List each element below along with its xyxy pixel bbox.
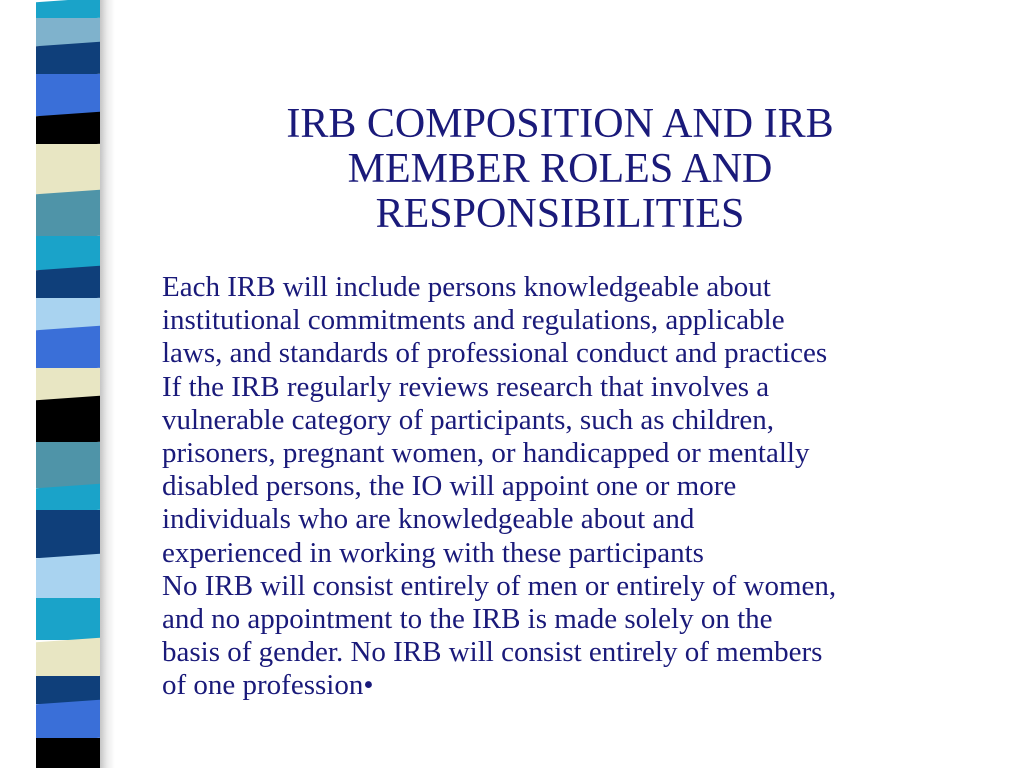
body-line: Each IRB will include persons knowledgeable about bbox=[162, 271, 771, 303]
stripe-band bbox=[36, 700, 100, 742]
body-line: disabled persons, the IO will appoint one or more bbox=[162, 470, 737, 503]
slide-title-line: MEMBER ROLES AND bbox=[347, 146, 773, 192]
body-line: of one profession• bbox=[162, 669, 374, 702]
stripe-band bbox=[36, 236, 100, 270]
decorative-stripe-shadow bbox=[99, 0, 115, 768]
body-line: institutional commitments and regulations, applicable bbox=[162, 304, 785, 337]
stripe-band bbox=[36, 738, 100, 768]
stripe-band bbox=[36, 326, 100, 372]
stripe-band bbox=[36, 266, 100, 302]
stripe-band bbox=[36, 112, 100, 148]
stripe-band bbox=[36, 74, 100, 116]
slide-title-line: IRB COMPOSITION AND IRB bbox=[286, 101, 834, 147]
stripe-band bbox=[36, 298, 100, 330]
stripe-band bbox=[36, 442, 100, 488]
stripe-band bbox=[36, 598, 100, 640]
body-line: If the IRB regularly reviews research that involves a bbox=[162, 370, 770, 403]
body-line: basis of gender. No IRB will consist entirely of members bbox=[162, 636, 823, 669]
stripe-band bbox=[36, 368, 100, 400]
slide-title bbox=[180, 102, 940, 237]
body-line: prisoners, pregnant women, or handicapped or mentally bbox=[162, 437, 810, 470]
slide-body-text bbox=[162, 271, 982, 703]
body-line: experienced in working with these participants bbox=[162, 536, 704, 569]
stripe-band bbox=[36, 144, 100, 194]
body-line: vulnerable category of participants, such as children, bbox=[162, 403, 774, 436]
stripe-band bbox=[36, 638, 100, 680]
body-line: No IRB will consist entirely of men or entirely of women, bbox=[162, 569, 837, 602]
stripe-band bbox=[36, 510, 100, 558]
body-line: and no appointment to the IRB is made solely on the bbox=[162, 603, 773, 636]
body-line: individuals who are knowledgeable about and bbox=[162, 503, 695, 536]
decorative-stripe bbox=[36, 0, 100, 768]
stripe-band bbox=[36, 190, 100, 240]
stripe-band bbox=[36, 554, 100, 602]
slide-title-line: RESPONSIBILITIES bbox=[375, 191, 745, 237]
stripe-band bbox=[36, 42, 100, 78]
body-line: laws, and standards of professional conduct and practices bbox=[162, 337, 828, 370]
stripe-band bbox=[36, 396, 100, 446]
